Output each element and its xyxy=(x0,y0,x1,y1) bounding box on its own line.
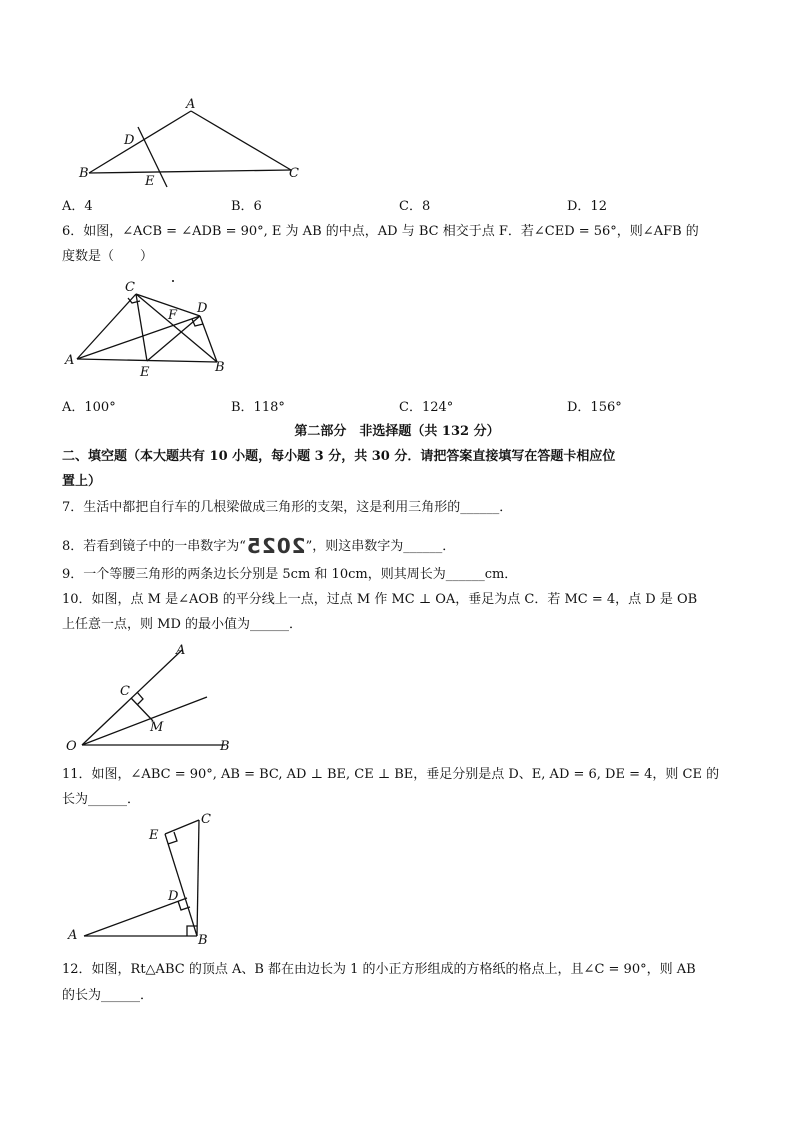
q5-label-a: A xyxy=(186,97,196,112)
q6-label-b: B xyxy=(215,360,225,375)
q8-after: ”，则这串数字为______． xyxy=(305,539,456,554)
q6-option-d: D．156° xyxy=(567,400,622,415)
q11-stem-line1: 11．如图，∠ABC = 90°, AB = BC, AD ⊥ BE, CE ⊥ BE，垂足分别是点 D、E, AD = 6, DE = 4，则 CE 的 xyxy=(62,767,720,782)
q11-label-c: C xyxy=(201,812,211,827)
q10-label-b: B xyxy=(220,739,230,754)
q10-label-a: A xyxy=(176,643,186,658)
q10-bisector xyxy=(82,697,207,745)
q11-label-a: A xyxy=(68,928,78,943)
q10-ray-oa xyxy=(82,650,182,745)
q5-side-bc xyxy=(89,170,291,173)
q6-option-c: C．124° xyxy=(399,400,454,415)
q5-option-c: C．8 xyxy=(399,199,431,214)
q6-seg-ce xyxy=(136,294,147,361)
q5-option-b: B．6 xyxy=(231,199,262,214)
q5-label-c: C xyxy=(289,166,299,181)
q5-label-b: B xyxy=(79,166,89,181)
q10-stem-line1: 10．如图，点 M 是∠AOB 的平分线上一点，过点 M 作 MC ⊥ OA，垂足为点 C．若 MC = 4，点 D 是 OB xyxy=(62,592,698,607)
q12-stem-line2: 的长为______． xyxy=(62,988,154,1003)
q7-text: 7．生活中都把自行车的几根梁做成三角形的支架，这是利用三角形的______． xyxy=(62,500,513,515)
q6-stem-line2: 度数是（ ） xyxy=(62,249,154,264)
q6-option-a: A．100° xyxy=(62,400,116,415)
q11-label-e: E xyxy=(149,828,159,843)
q6-label-c: C xyxy=(125,280,135,295)
section2-heading-line1: 二、填空题（本大题共有 10 小题，每小题 3 分，共 30 分．请把答案直接填写在答题卡相应位 xyxy=(62,449,616,464)
q10-figure xyxy=(62,638,242,756)
q5-triangle-figure xyxy=(75,95,315,190)
q11-seg-bc xyxy=(197,820,199,936)
q8-text xyxy=(62,534,455,558)
q11-seg-be xyxy=(165,834,197,936)
q11-figure xyxy=(62,808,232,946)
q11-right-angle-e xyxy=(168,832,177,844)
q6-option-b: B．118° xyxy=(231,400,285,415)
q5-option-a: A．4 xyxy=(62,199,93,214)
q6-seg-ad xyxy=(77,316,200,359)
q6-label-e: E xyxy=(140,365,150,380)
part2-title: 第二部分 非选择题（共 132 分） xyxy=(294,424,500,439)
q10-right-angle-c xyxy=(137,692,143,705)
q5-side-ac xyxy=(191,111,291,170)
q5-label-d: D xyxy=(124,133,135,148)
q5-label-e: E xyxy=(145,174,155,189)
q10-stem-line2: 上任意一点，则 MD 的最小值为______． xyxy=(62,617,302,632)
q6-label-d: D xyxy=(197,301,208,316)
q6-stray-dot xyxy=(172,280,174,282)
q10-label-o: O xyxy=(66,739,77,754)
q6-figure xyxy=(60,275,240,383)
q10-label-m: M xyxy=(150,720,164,735)
q8-mirror-digits: 2025 xyxy=(245,534,306,558)
q5-side-ba xyxy=(89,111,191,173)
q10-label-c: C xyxy=(120,684,130,699)
q6-stem-line1: 6．如图，∠ACB = ∠ADB = 90°, E 为 AB 的中点，AD 与 BC 相交于点 F．若∠CED = 56°，则∠AFB 的 xyxy=(62,224,699,239)
section2-heading-line2: 置上） xyxy=(62,474,102,489)
q6-label-f: F xyxy=(168,308,178,323)
q8-before: 8．若看到镜子中的一串数字为“ xyxy=(62,539,246,554)
q12-stem-line1: 12．如图，Rt△ABC 的顶点 A、B 都在由边长为 1 的小正方形组成的方格纸的格点上，且∠C = 90°，则 AB xyxy=(62,962,696,977)
q6-label-a: A xyxy=(65,353,75,368)
q11-label-d: D xyxy=(168,889,179,904)
q5-option-d: D．12 xyxy=(567,199,607,214)
q11-seg-ec xyxy=(165,820,199,834)
q11-label-b: B xyxy=(198,933,208,946)
q9-text: 9．一个等腰三角形的两条边长分别是 5cm 和 10cm，则其周长为______cm． xyxy=(62,567,518,582)
q6-right-angle-c xyxy=(128,298,140,303)
q11-stem-line2: 长为______． xyxy=(62,792,141,807)
q10-seg-cm xyxy=(131,698,153,721)
